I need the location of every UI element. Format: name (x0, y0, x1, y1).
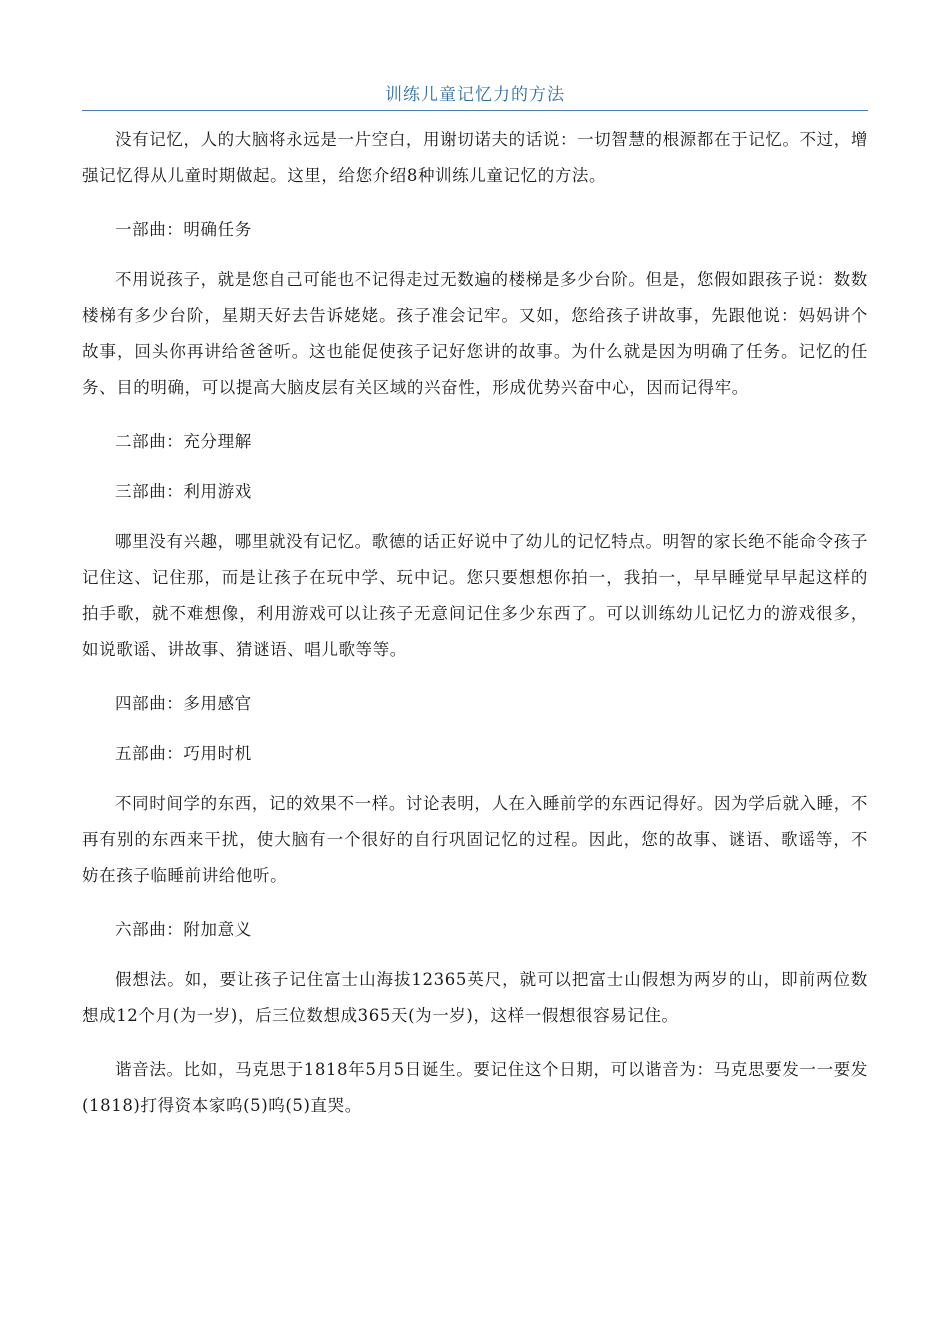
paragraph-intro: 没有记忆，人的大脑将永远是一片空白，用谢切诺夫的话说：一切智慧的根源都在于记忆。不过，增强记忆得从儿童时期做起。这里，给您介绍8种训练儿童记忆的方法。 (82, 130, 868, 185)
section-heading-6: 六部曲：附加意义 (115, 920, 252, 939)
paragraph-1: 不用说孩子，就是您自己可能也不记得走过无数遍的楼梯是多少台阶。但是，您假如跟孩子说：数数楼梯有多少台阶，星期天好去告诉姥姥。孩子准会记牢。又如，您给孩子讲故事，先跟他说：妈妈讲个故事，回头你再讲给爸爸听。这也能促使孩子记好您讲的故事。为什么就是因为明确了任务。记忆的任务、目的明确，可以提高大脑皮层有关区域的兴奋性，形成优势兴奋中心，因而记得牢。 (82, 270, 868, 397)
section-heading-4: 四部曲：多用感官 (115, 694, 252, 713)
paragraph-3: 哪里没有兴趣，哪里就没有记忆。歌德的话正好说中了幼儿的记忆特点。明智的家长绝不能命令孩子记住这、记住那，而是让孩子在玩中学、玩中记。您只要想想你拍一，我拍一，早早睡觉早早起这样的拍手歌，就不难想像，利用游戏可以让孩子无意间记住多少东西了。可以训练幼儿记忆力的游戏很多，如说歌谣、讲故事、猜谜语、唱儿歌等等。 (82, 532, 868, 659)
section-heading-2: 二部曲：充分理解 (115, 432, 252, 451)
section-heading-5: 五部曲：巧用时机 (115, 744, 252, 763)
document-body (82, 122, 868, 1142)
paragraph-5: 不同时间学的东西，记的效果不一样。讨论表明，人在入睡前学的东西记得好。因为学后就入睡，不再有别的东西来干扰，使大脑有一个很好的自行巩固记忆的过程。因此，您的故事、谜语、歌谣等，不妨在孩子临睡前讲给他听。 (82, 794, 868, 885)
header-title: 训练儿童记忆力的方法 (385, 85, 565, 105)
paragraph-6a: 假想法。如，要让孩子记住富士山海拔12365英尺，就可以把富士山假想为两岁的山，即前两位数想成12个月(为一岁)，后三位数想成365天(为一岁)，这样一假想很容易记住。 (82, 970, 868, 1025)
page-header (82, 80, 868, 111)
paragraph-6b: 谐音法。比如，马克思于1818年5月5日诞生。要记住这个日期，可以谐音为：马克思要发一一要发(1818)打得资本家呜(5)呜(5)直哭。 (82, 1060, 868, 1115)
section-heading-3: 三部曲：利用游戏 (115, 482, 252, 501)
section-heading-1: 一部曲：明确任务 (115, 220, 252, 239)
